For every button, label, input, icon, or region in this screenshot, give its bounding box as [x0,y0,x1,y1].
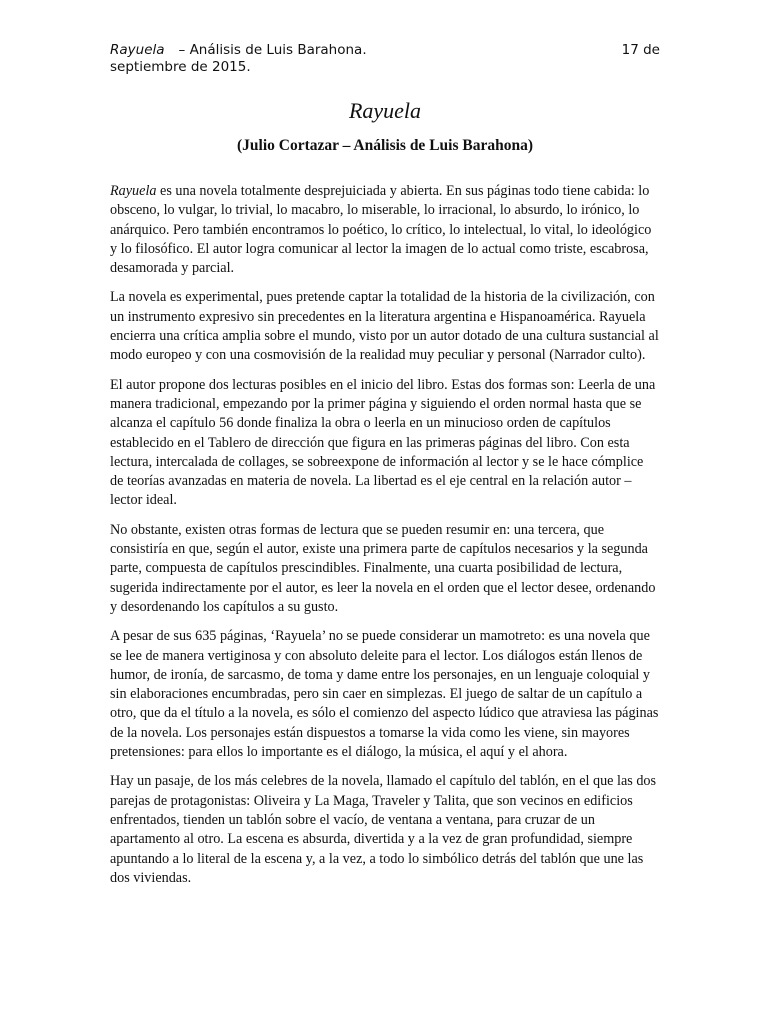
paragraph-4: No obstante, existen otras formas de lectura que se pueden resumir en: una tercera, que consistiría en que, según el autor, existe una primera parte de capítulos necesarios y la segunda parte, compuesta de capítulos prescindibles. Finalmente, una cuarta posibilidad de lectura, sugerida indirectamente por el autor, es leer la novela en el orden que el lector desee, ordenando y desordenando los capítulos a su gusto. [110,521,656,615]
running-header-title [110,42,367,59]
document-subtitle: (Julio Cortazar – Análisis de Luis Barahona) [237,137,533,154]
running-header-date-part2: septiembre de 2015. [110,59,251,75]
running-header-title-rest: – Análisis de Luis Barahona. [178,42,367,58]
paragraph-2: La novela es experimental, pues pretende captar la totalidad de la historia de la civilización, con un instrumento expresivo sin precedentes en la literatura argentina e Hispanoamérica. Rayuela encierra una crítica amplia sobre el mundo, visto por un autor dotado de una cultura sustancial al modo europeo y con una cosmovisión de la realidad muy peculiar y personal (Narrador culto). [110,289,659,364]
paragraph-1-text: es una novela totalmente desprejuiciada y abierta. En sus páginas todo tiene cabida: lo obsceno, lo vulgar, lo trivial, lo macabro, lo miserable, lo irracional, lo absurdo, lo irónico, lo anárquico. Pero también encontramos lo poético, lo crítico, lo intelectual, lo vital, lo ideológico y lo filosófico. El autor logra comunicar al lector la imagen de lo actual como triste, escabrosa, desamorada y parcial. [110,183,652,277]
paragraph-5: A pesar de sus 635 páginas, ‘Rayuela’ no se puede considerar un mamotreto: es una novela que se lee de manera vertiginosa y con absoluto deleite para el lector. Los diálogos están llenos de humor, de ironía, de sarcasmo, de toma y dame entre los personajes, en un lenguaje coloquial y sin elaboraciones encumbradas, pero sin caer en simplezas. El juego de saltar de un capítulo a otro, que da el título a la novela, es sólo el comienzo del aspecto lúdico que atraviesa las páginas de la novela. Los personajes están dispuestos a tomarse la vida como les viene, sin mayores pretensiones: para ellos lo importante es el diálogo, la música, el aquí y el ahora. [110,628,659,761]
paragraph-6: Hay un pasaje, de los más celebres de la novela, llamado el capítulo del tablón, en el que las dos parejas de protagonistas: Oliveira y La Maga, Traveler y Talita, que son vecinos en edificios enfrentados, tienden un tablón sobre el vacío, de ventana a ventana, para cruzar de un apartamento al otro. La escena es absurda, divertida y a la vez de gran profundidad, siempre apuntando a lo literal de la escena y, a la vez, a todo lo simbólico detrás del tablón que une las dos viviendas. [110,773,657,886]
running-header-line [110,42,660,59]
running-header-date-part1: 17 de [621,42,660,58]
document-title: Rayuela [348,98,422,123]
paragraph-3: El autor propone dos lecturas posibles en el inicio del libro. Estas dos formas son: Leerla de una manera tradicional, empezando por la primer página y siguiendo el orden normal hasta que se alcanza el capítulo 56 donde finaliza la obra o leerla en un minucioso orden de capítulos establecido en el Tablero de dirección que figura en las primeras páginas del libro. Con esta lectura, intercalada de collages, se sobreexpone de información al lector y se le hace cómplice de teorías avanzadas en materia de novela. La libertad es el eje central en la relación autor – lector ideal. [110,376,656,509]
document-body [110,182,660,888]
paragraph-1-lead: Rayuela [110,183,157,199]
running-header-title-italic: Rayuela [110,42,165,58]
paragraph-1 [110,182,660,278]
running-header [110,42,660,76]
